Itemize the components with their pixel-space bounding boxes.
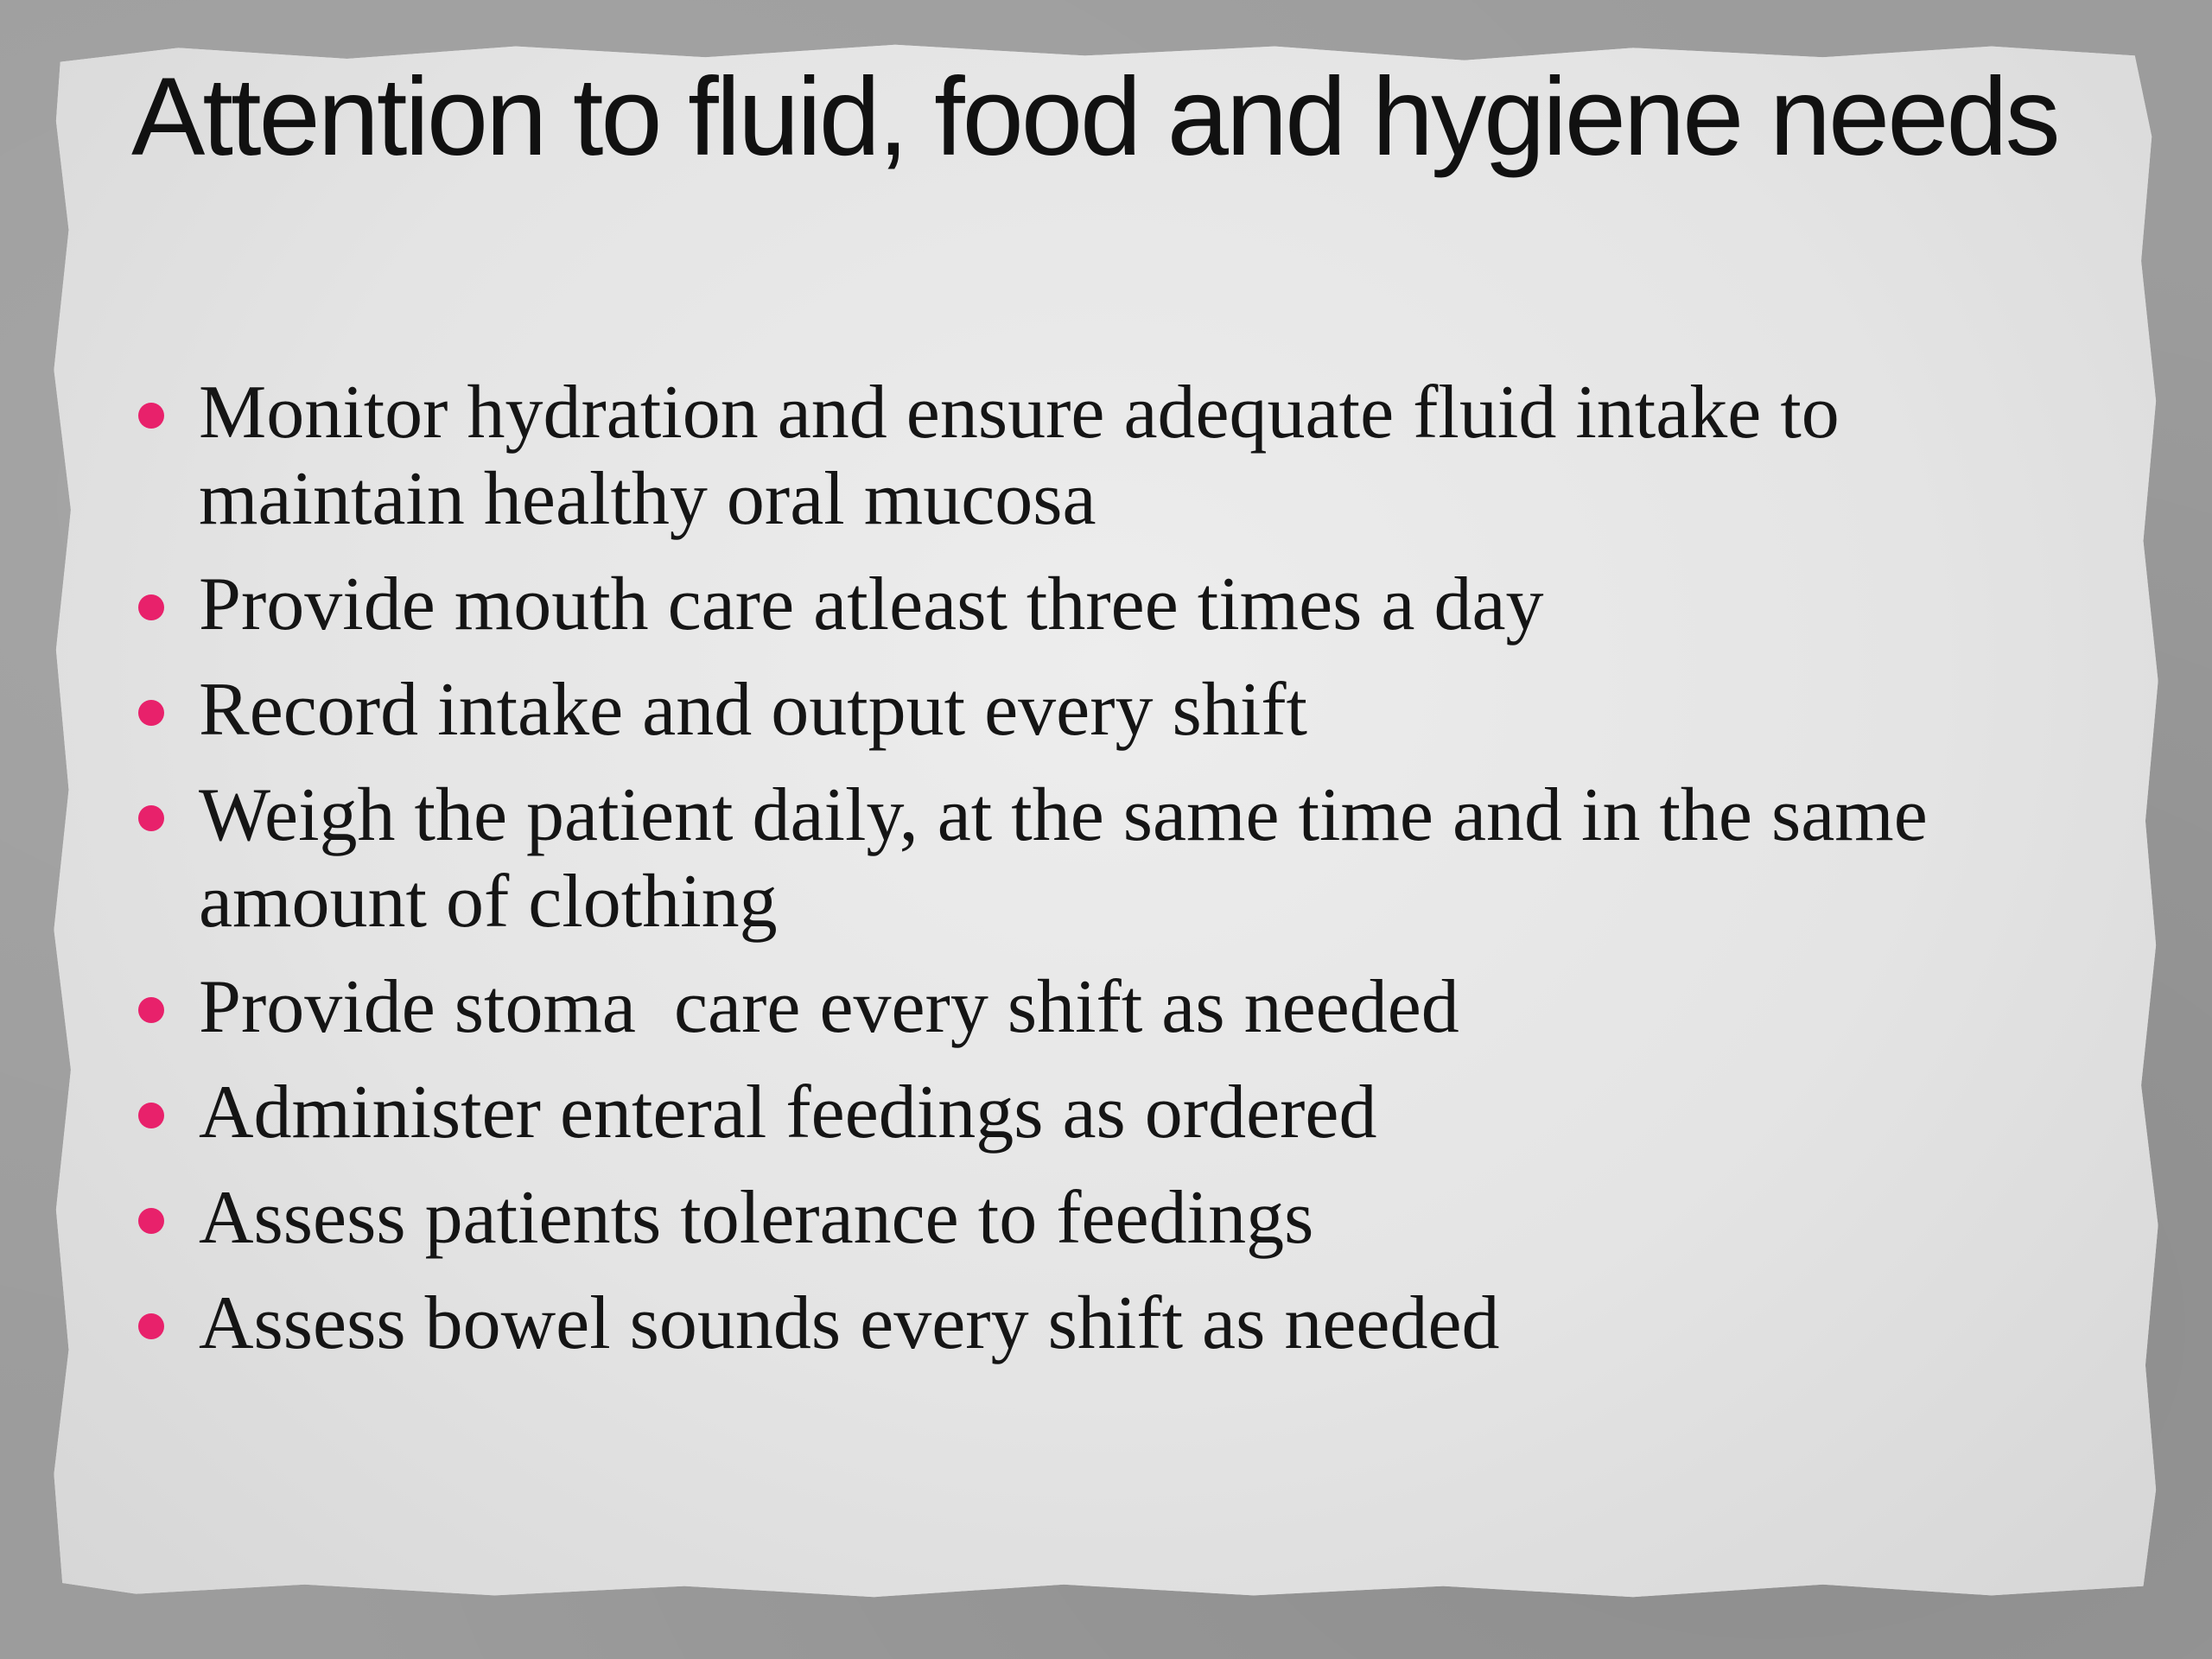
bullet-item bbox=[138, 964, 2108, 1051]
bullet-text: Monitor hydration and ensure adequate fluid intake to maintain healthy oral mucosa bbox=[199, 371, 1840, 541]
bullet-dot-icon bbox=[138, 997, 164, 1023]
bullet-dot-icon bbox=[138, 700, 164, 726]
bullet-list bbox=[138, 370, 2108, 1386]
bullet-item bbox=[138, 370, 2108, 543]
bullet-text: Provide mouth care atleast three times a day bbox=[199, 563, 1544, 646]
slide-title: Attention to fluid, food and hygiene needs bbox=[131, 55, 2058, 179]
bullet-item bbox=[138, 1281, 2108, 1367]
bullet-dot-icon bbox=[138, 1313, 164, 1339]
bullet-dot-icon bbox=[138, 1103, 164, 1128]
bullet-dot-icon bbox=[138, 805, 164, 831]
bullet-text: Record intake and output every shift bbox=[199, 668, 1307, 752]
bullet-item bbox=[138, 1070, 2108, 1156]
bullet-dot-icon bbox=[138, 403, 164, 429]
bullet-item bbox=[138, 772, 2108, 945]
bullet-text: Provide stoma care every shift as needed bbox=[199, 965, 1459, 1049]
bullet-item bbox=[138, 667, 2108, 753]
bullet-item bbox=[138, 562, 2108, 648]
bullet-dot-icon bbox=[138, 594, 164, 620]
bullet-text: Weigh the patient daily, at the same time and in the same amount of clothing bbox=[199, 773, 1928, 944]
bullet-text: Assess bowel sounds every shift as needed bbox=[199, 1281, 1500, 1365]
bullet-text: Administer enteral feedings as ordered bbox=[199, 1071, 1377, 1154]
bullet-item bbox=[138, 1175, 2108, 1262]
bullet-dot-icon bbox=[138, 1208, 164, 1234]
bullet-text: Assess patients tolerance to feedings bbox=[199, 1176, 1314, 1260]
